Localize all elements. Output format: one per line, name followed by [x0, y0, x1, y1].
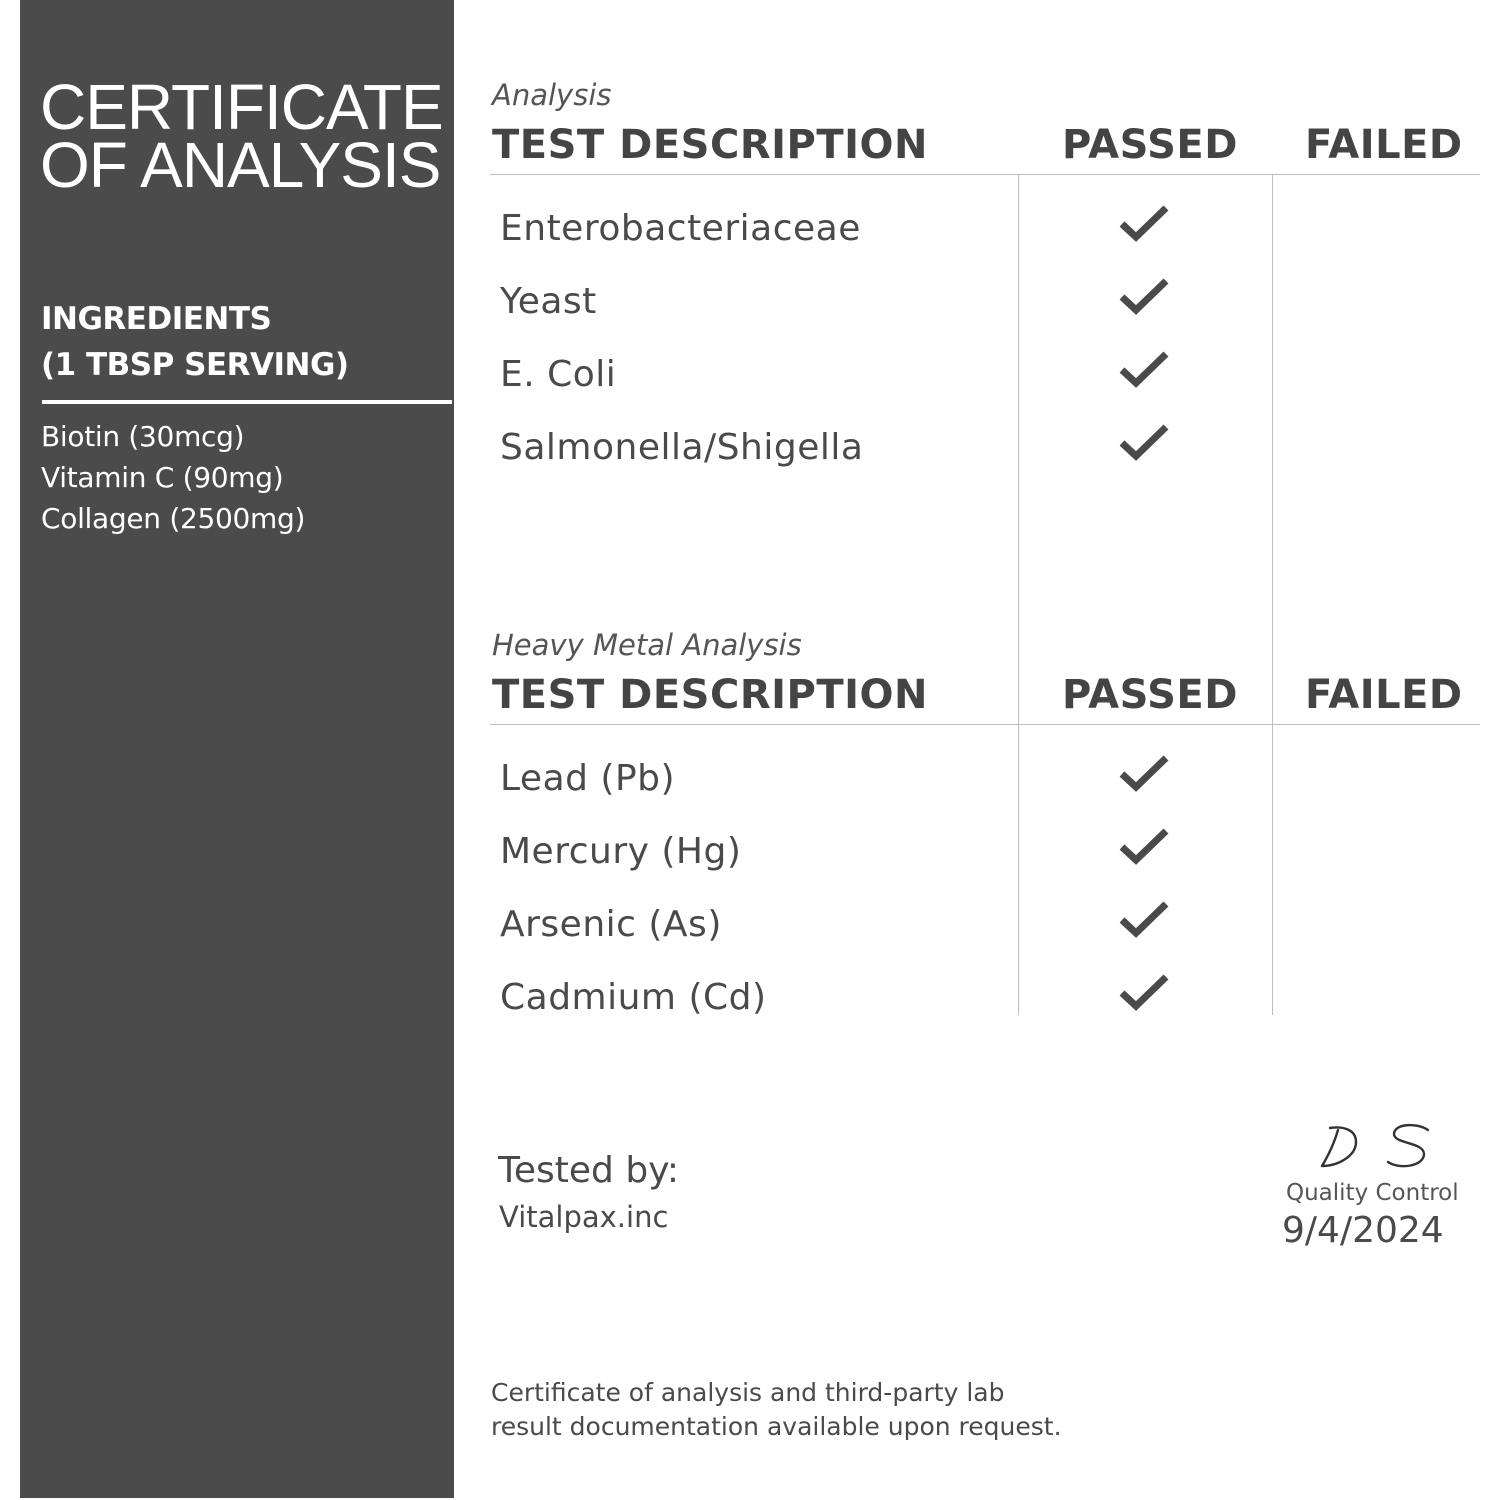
ingredients-heading: [41, 296, 349, 388]
column-header-description: TEST DESCRIPTION: [492, 122, 928, 168]
certificate-title: [40, 71, 443, 201]
ingredients-divider: [42, 400, 452, 404]
checkmark-icon: [1118, 900, 1170, 940]
signature-icon: [1316, 1120, 1436, 1180]
quality-control-date: 9/4/2024: [1282, 1210, 1444, 1251]
ingredient-item: Biotin (30mcg): [41, 420, 245, 453]
test-name: Enterobacteriaceae: [500, 208, 861, 249]
footnote-line1: Certificate of analysis and third-party lab: [491, 1378, 1005, 1407]
checkmark-icon: [1118, 754, 1170, 794]
test-rows: [490, 208, 1480, 500]
test-row: [490, 904, 1480, 977]
footnote: [491, 1376, 1062, 1444]
test-name: Yeast: [500, 281, 597, 322]
section-label: Analysis: [492, 78, 612, 112]
certificate-title-line1: CERTIFICATE: [40, 71, 443, 143]
test-row: [490, 208, 1480, 281]
header-divider: [490, 174, 1480, 175]
quality-control-label: Quality Control: [1286, 1180, 1459, 1206]
checkmark-icon: [1118, 350, 1170, 390]
column-header-passed: PASSED: [1062, 672, 1238, 718]
test-row: [490, 354, 1480, 427]
test-name: Arsenic (As): [500, 904, 722, 945]
ingredients-heading-line2: (1 TBSP SERVING): [41, 347, 349, 383]
test-name: Mercury (Hg): [500, 831, 742, 872]
footnote-line2: result documentation available upon request.: [491, 1412, 1062, 1441]
certificate-title-line2: OF ANALYSIS: [40, 129, 441, 201]
ingredient-item: Collagen (2500mg): [41, 502, 306, 535]
test-name: Lead (Pb): [500, 758, 676, 799]
column-header-passed: PASSED: [1062, 122, 1238, 168]
ingredients-heading-line1: INGREDIENTS: [41, 301, 272, 337]
checkmark-icon: [1118, 423, 1170, 463]
column-header-failed: FAILED: [1305, 672, 1463, 718]
test-name: Salmonella/Shigella: [500, 427, 864, 468]
test-row: [490, 427, 1480, 500]
ingredient-item: Vitamin C (90mg): [41, 461, 284, 494]
column-header-failed: FAILED: [1305, 122, 1463, 168]
ingredients-list: [41, 416, 305, 539]
tested-by-label: Tested by:: [498, 1150, 680, 1191]
test-name: E. Coli: [500, 354, 617, 395]
column-header-description: TEST DESCRIPTION: [492, 672, 928, 718]
checkmark-icon: [1118, 277, 1170, 317]
test-rows: [490, 758, 1480, 1050]
test-row: [490, 281, 1480, 354]
checkmark-icon: [1118, 204, 1170, 244]
test-row: [490, 831, 1480, 904]
checkmark-icon: [1118, 973, 1170, 1013]
test-name: Cadmium (Cd): [500, 977, 767, 1018]
header-divider: [490, 724, 1480, 725]
test-row: [490, 977, 1480, 1050]
checkmark-icon: [1118, 827, 1170, 867]
tested-by-name: Vitalpax.inc: [499, 1200, 669, 1234]
sidebar-panel: [20, 0, 454, 1498]
section-label: Heavy Metal Analysis: [492, 628, 802, 662]
test-row: [490, 758, 1480, 831]
